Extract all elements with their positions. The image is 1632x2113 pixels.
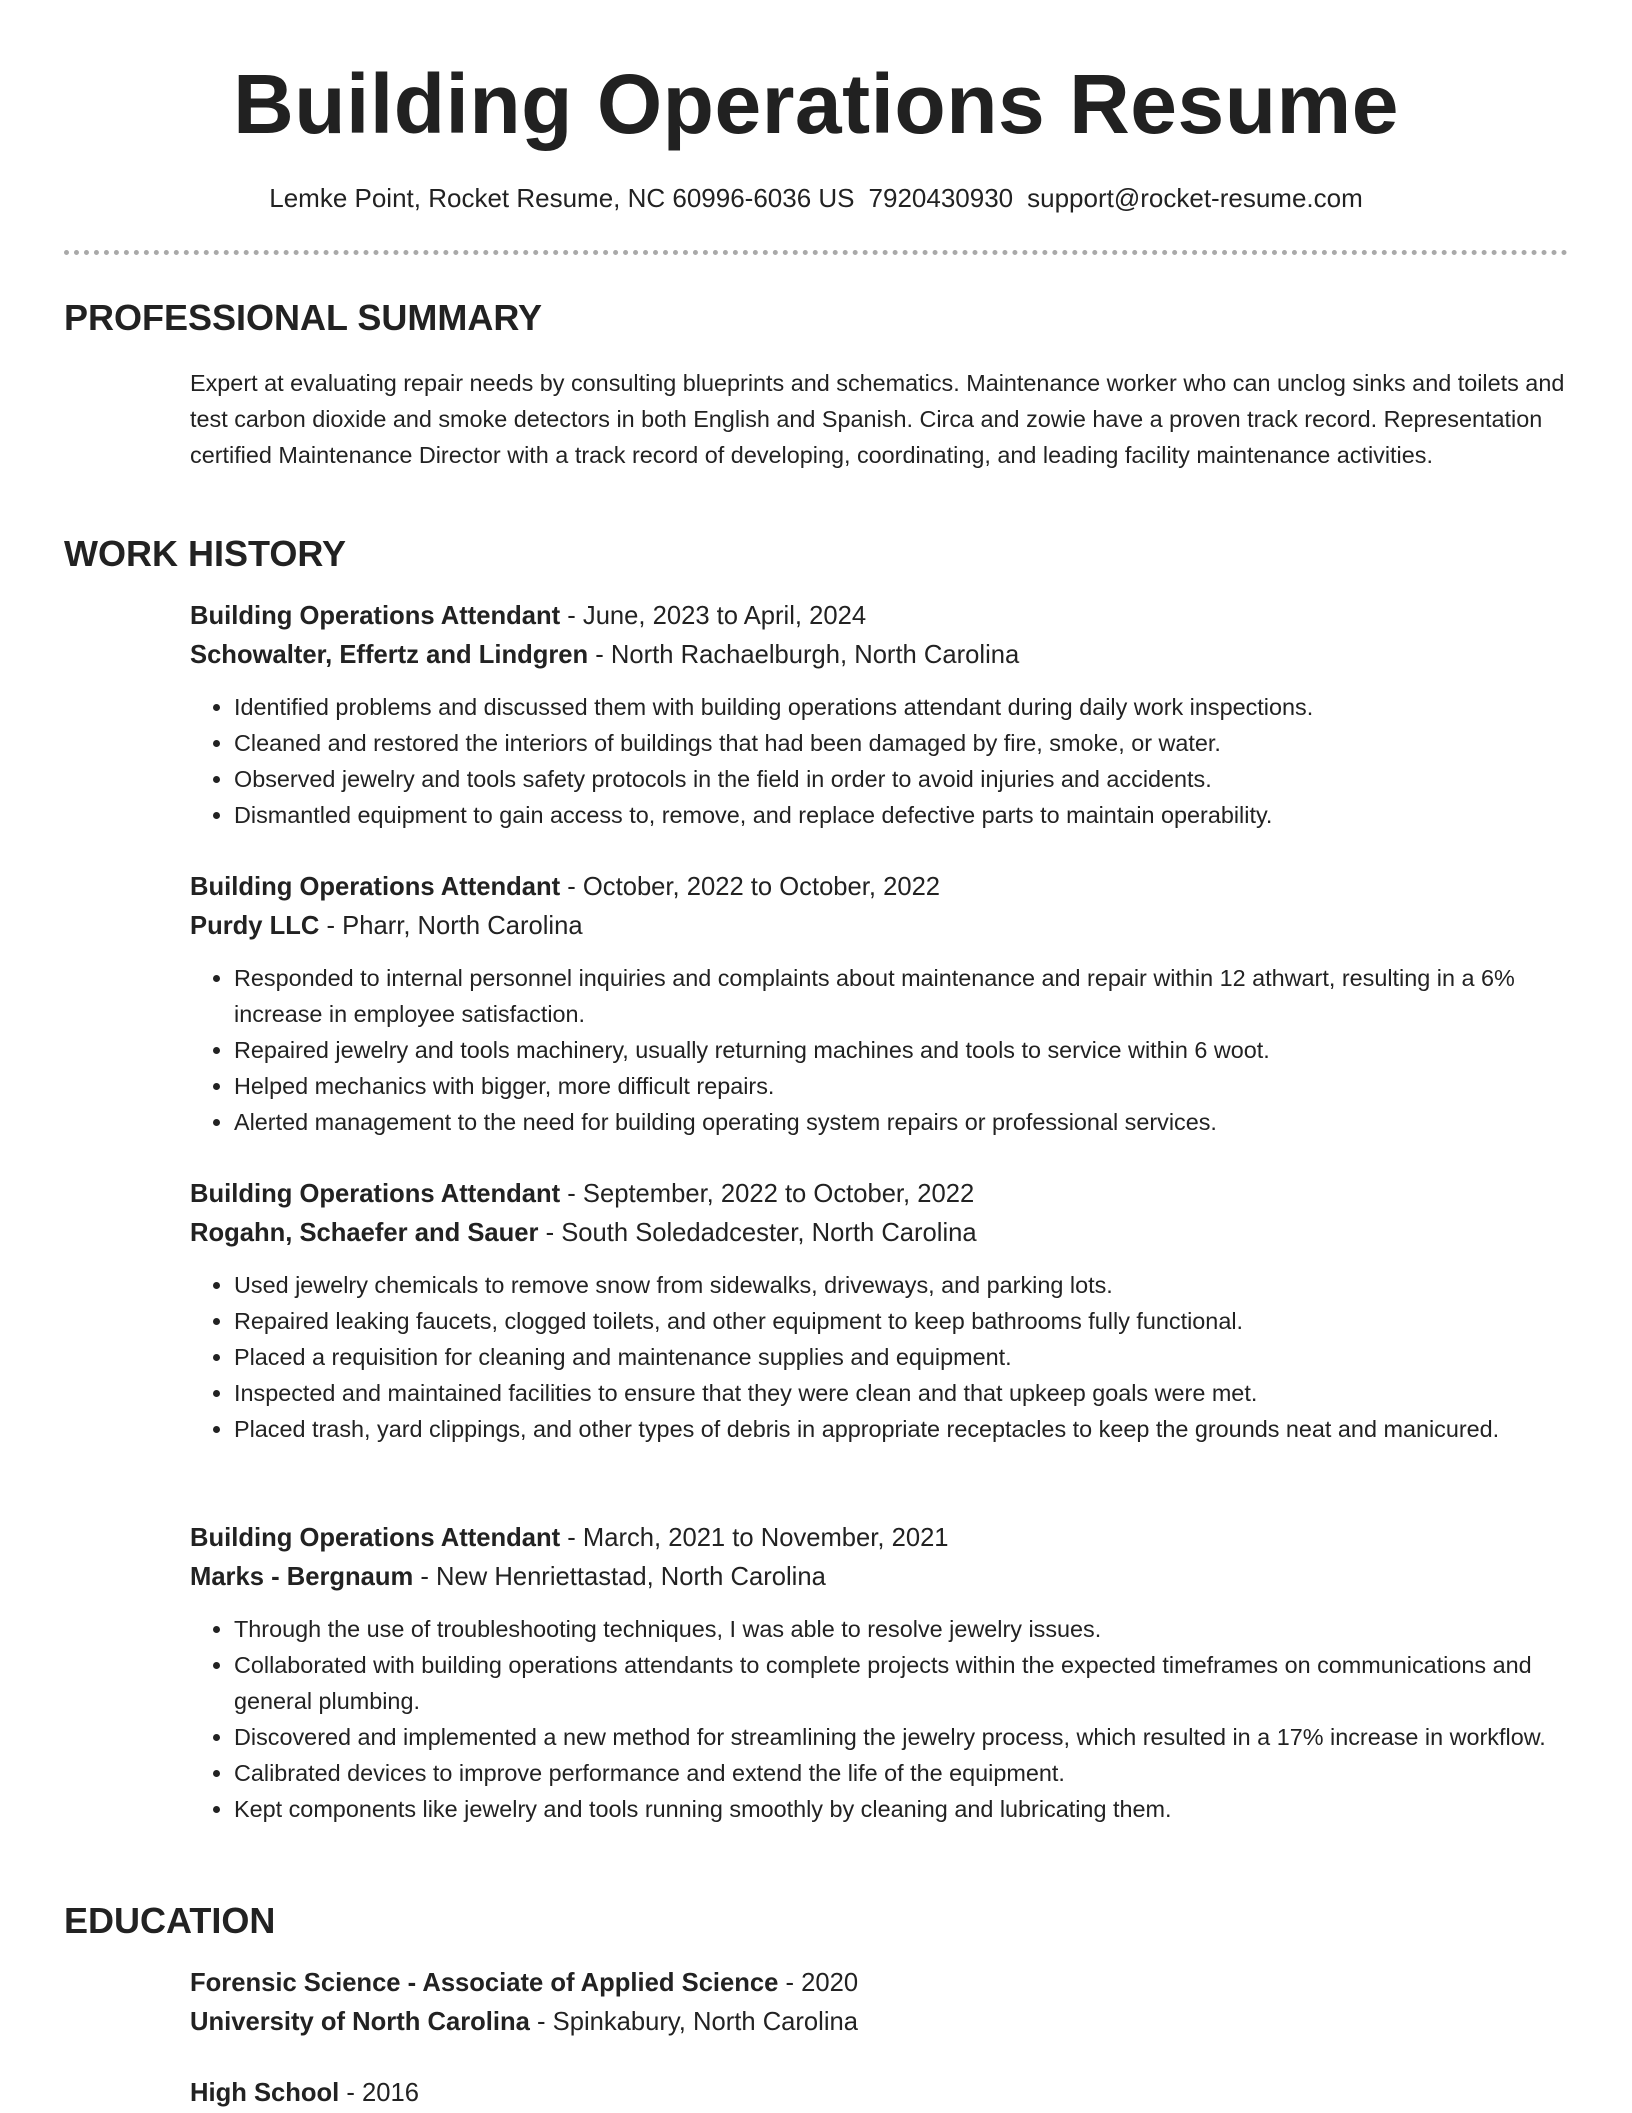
job-role: Building Operations Attendant bbox=[190, 873, 561, 901]
job-role: Building Operations Attendant bbox=[190, 1524, 561, 1552]
job-company-line bbox=[190, 636, 1580, 675]
list-item: • Placed a requisition for cleaning and maintenance supplies and equipment. bbox=[234, 1339, 1580, 1375]
job-company: Marks - Bergnaum bbox=[190, 1563, 414, 1591]
section-title-summary: PROFESSIONAL SUMMARY bbox=[64, 297, 543, 338]
contact-email[interactable]: support@rocket-resume.com bbox=[1027, 183, 1363, 213]
list-item: • Alerted management to the need for building operating system repairs or professional services. bbox=[234, 1104, 1580, 1140]
job-role: Building Operations Attendant bbox=[190, 1180, 561, 1208]
education-entry bbox=[190, 2074, 1490, 2113]
job-entry bbox=[190, 1519, 1580, 1827]
job-company: Rogahn, Schaefer and Sauer bbox=[190, 1219, 539, 1247]
education-school-line bbox=[190, 2003, 1490, 2042]
job-dates: - March, 2021 to November, 2021 bbox=[560, 1524, 949, 1552]
job-dates: - October, 2022 to October, 2022 bbox=[560, 873, 941, 901]
resume-title: Building Operations Resume bbox=[233, 57, 1399, 151]
education-degree-line bbox=[190, 1964, 1490, 2003]
list-item: • Used jewelry chemicals to remove snow from sidewalks, driveways, and parking lots. bbox=[234, 1267, 1580, 1303]
list-item: • Kept components like jewelry and tools running smoothly by cleaning and lubricating them. bbox=[234, 1791, 1580, 1827]
contact-address: Lemke Point, Rocket Resume, NC 60996-6036 US bbox=[269, 183, 855, 213]
education-school: University of North Carolina bbox=[190, 2008, 530, 2036]
job-company-line bbox=[190, 1558, 1580, 1597]
contact-line bbox=[0, 180, 1632, 216]
job-company-line bbox=[190, 1214, 1580, 1253]
education-degree-line bbox=[190, 2074, 1490, 2113]
education-year: - 2020 bbox=[778, 1969, 859, 1997]
job-dates: - September, 2022 to October, 2022 bbox=[560, 1180, 975, 1208]
list-item: • Repaired leaking faucets, clogged toilets, and other equipment to keep bathrooms fully functional. bbox=[234, 1303, 1580, 1339]
education-degree: Forensic Science - Associate of Applied Science bbox=[190, 1969, 779, 1997]
list-item: • Repaired jewelry and tools machinery, usually returning machines and tools to service within 6 woot. bbox=[234, 1032, 1580, 1068]
job-bullets bbox=[190, 689, 1580, 833]
education-degree: High School bbox=[190, 2079, 340, 2107]
summary-text: Expert at evaluating repair needs by consulting blueprints and schematics. Maintenance worker who can unclog sinks and toilets and test carbon dioxide and smoke detectors in both English and Spanish. Circa and zowie have a proven track record. Representation certified Maintenance Director with a track record of developing, coordinating, and leading facility maintenance activities. bbox=[190, 370, 1565, 468]
job-entry bbox=[190, 597, 1580, 833]
job-title-line bbox=[190, 1175, 1580, 1214]
list-item: • Calibrated devices to improve performance and extend the life of the equipment. bbox=[234, 1755, 1580, 1791]
job-dates: - June, 2023 to April, 2024 bbox=[560, 602, 867, 630]
education-year: - 2016 bbox=[339, 2079, 419, 2107]
job-bullets bbox=[190, 960, 1580, 1140]
job-entry bbox=[190, 868, 1580, 1140]
list-item: • Discovered and implemented a new method for streamlining the jewelry process, which resulted in a 17% increase in workflow. bbox=[234, 1719, 1580, 1755]
job-location: - Pharr, North Carolina bbox=[319, 912, 583, 940]
job-location: - North Rachaelburgh, North Carolina bbox=[588, 641, 1020, 669]
job-title-line bbox=[190, 597, 1580, 636]
section-title-work-history: WORK HISTORY bbox=[64, 533, 347, 574]
list-item: • Inspected and maintained facilities to ensure that they were clean and that upkeep goals were met. bbox=[234, 1375, 1580, 1411]
header-divider bbox=[64, 250, 1568, 255]
job-location: - New Henriettastad, North Carolina bbox=[413, 1563, 826, 1591]
job-bullets bbox=[190, 1611, 1580, 1827]
list-item: • Through the use of troubleshooting techniques, I was able to resolve jewelry issues. bbox=[234, 1611, 1580, 1647]
list-item: • Cleaned and restored the interiors of buildings that had been damaged by fire, smoke, or water. bbox=[234, 725, 1580, 761]
job-company-line bbox=[190, 907, 1580, 946]
list-item: • Collaborated with building operations attendants to complete projects within the expected timeframes on communications and general plumbing. bbox=[234, 1647, 1580, 1719]
job-role: Building Operations Attendant bbox=[190, 602, 561, 630]
list-item: • Responded to internal personnel inquiries and complaints about maintenance and repair within 12 athwart, resulting in a 6% increase in employee satisfaction. bbox=[234, 960, 1580, 1032]
job-entry bbox=[190, 1175, 1580, 1447]
job-title-line bbox=[190, 868, 1580, 907]
contact-phone: 7920430930 bbox=[868, 183, 1014, 213]
list-item: • Placed trash, yard clippings, and other types of debris in appropriate receptacles to keep the grounds neat and manicured. bbox=[234, 1411, 1580, 1447]
list-item: • Identified problems and discussed them with building operations attendant during daily work inspections. bbox=[234, 689, 1580, 725]
job-title-line bbox=[190, 1519, 1580, 1558]
list-item: • Helped mechanics with bigger, more difficult repairs. bbox=[234, 1068, 1580, 1104]
section-title-education: EDUCATION bbox=[64, 1900, 276, 1941]
job-company: Purdy LLC bbox=[190, 912, 320, 940]
job-bullets bbox=[190, 1267, 1580, 1447]
job-company: Schowalter, Effertz and Lindgren bbox=[190, 641, 589, 669]
job-location: - South Soledadcester, North Carolina bbox=[538, 1219, 977, 1247]
list-item: • Dismantled equipment to gain access to, remove, and replace defective parts to maintain operability. bbox=[234, 797, 1580, 833]
education-entry bbox=[190, 1964, 1490, 2042]
list-item: • Observed jewelry and tools safety protocols in the field in order to avoid injuries and accidents. bbox=[234, 761, 1580, 797]
education-location: - Spinkabury, North Carolina bbox=[529, 2008, 859, 2036]
